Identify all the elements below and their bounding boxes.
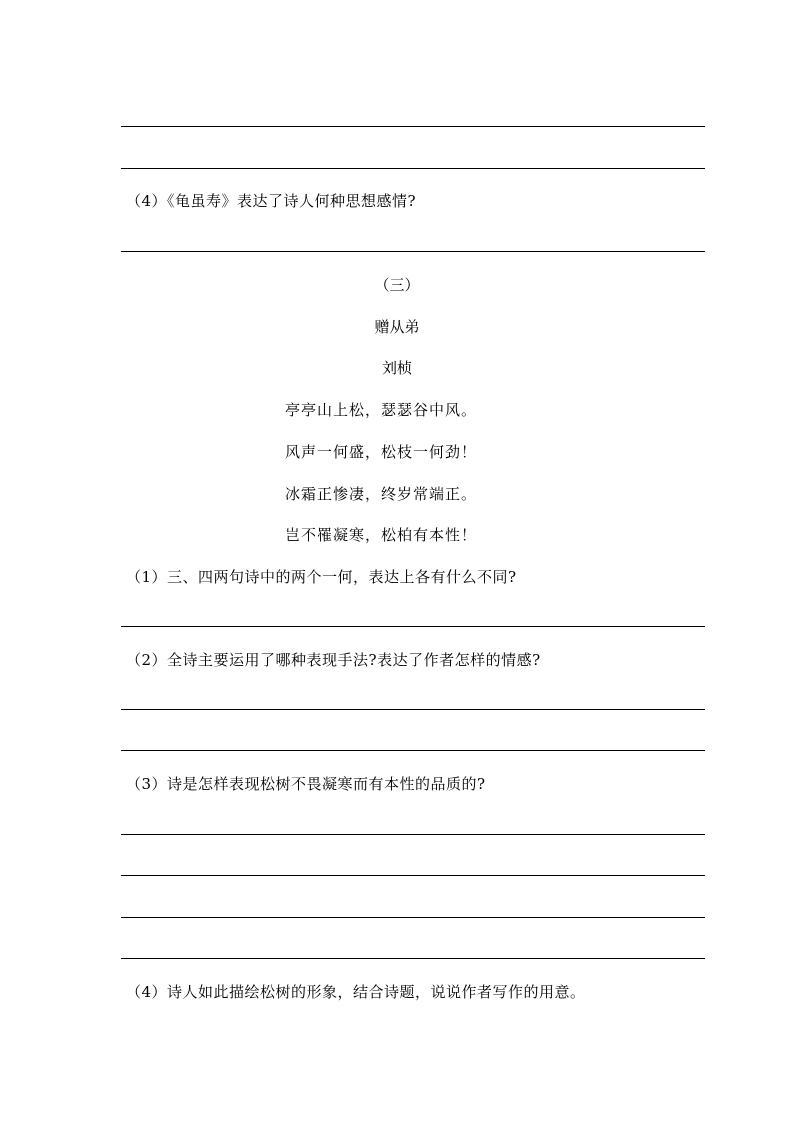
poem-author: 刘桢 xyxy=(381,359,412,377)
question-3: （3）诗是怎样表现松树不畏凝寒而有本性的品质的? xyxy=(126,775,486,793)
answer-line xyxy=(121,875,705,876)
answer-line xyxy=(121,168,705,169)
poem-line: 亭亭山上松，瑟瑟谷中风。 xyxy=(285,401,478,419)
answer-line xyxy=(121,917,705,918)
answer-line xyxy=(121,709,705,710)
question-4: （4）诗人如此描绘松树的形象，结合诗题，说说作者写作的用意。 xyxy=(126,983,586,1001)
question-2: （2）全诗主要运用了哪种表现手法?表达了作者怎样的情感? xyxy=(126,651,541,669)
answer-line xyxy=(121,126,705,127)
poem-line: 岂不罹凝寒，松柏有本性！ xyxy=(285,526,478,544)
poem-line: 冰霜正惨凄，终岁常端正。 xyxy=(285,485,478,503)
question-1: （1）三、四两句诗中的两个一何，表达上各有什么不同? xyxy=(126,568,517,586)
poem-line: 风声一何盛，松枝一何劲！ xyxy=(285,443,478,461)
answer-line xyxy=(121,834,705,835)
answer-line xyxy=(121,626,705,627)
question-4-top: （4）《龟虽寿》表达了诗人何种思想感情? xyxy=(126,192,417,210)
poem-title: 赠从弟 xyxy=(374,318,420,336)
section-number: （三） xyxy=(374,276,420,294)
answer-line xyxy=(121,251,705,252)
answer-line xyxy=(121,958,705,959)
answer-line xyxy=(121,750,705,751)
